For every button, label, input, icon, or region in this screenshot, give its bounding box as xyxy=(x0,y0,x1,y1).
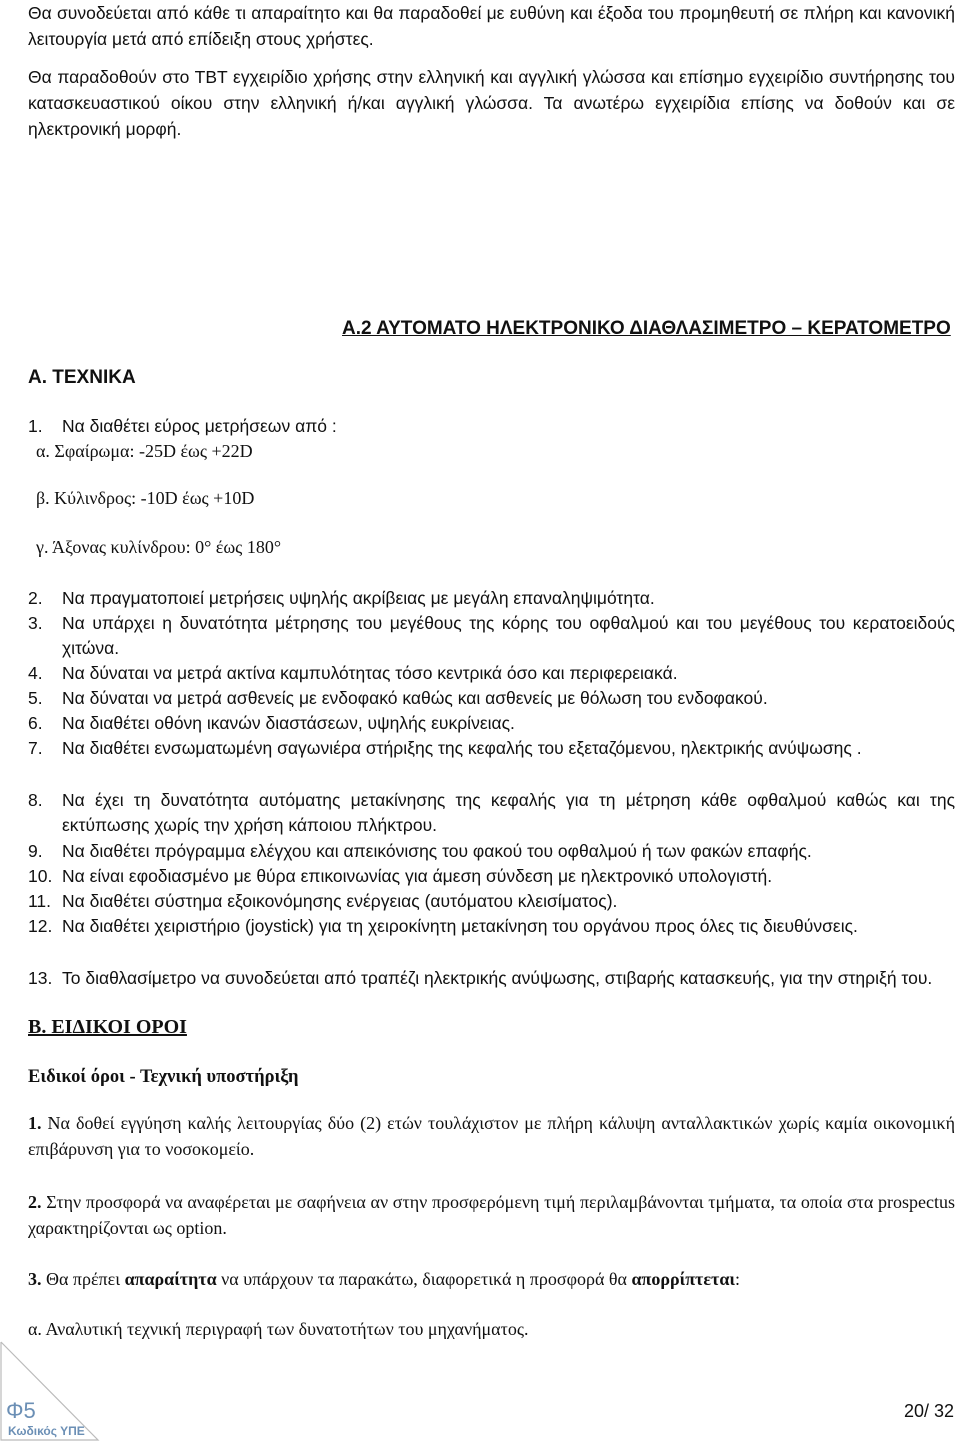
spec-item-10 xyxy=(28,864,955,889)
spec-item-number: 10. xyxy=(28,866,53,886)
spec-item-9 xyxy=(28,839,955,864)
spec-item-6 xyxy=(28,711,955,736)
intro-paragraph-1: Θα συνοδεύεται από κάθε τι απαραίτητο και θα παραδοθεί με ευθύνη και έξοδα του προμηθευτή σε πλήρη και κανονική λειτουργία μετά από επίδειξη στους χρήστες. xyxy=(28,3,955,49)
term-3-item-a: α. Αναλυτική τεχνική περιγραφή των δυνατοτήτων του μηχανήματος. xyxy=(28,1319,529,1339)
spec-item-12 xyxy=(28,914,955,939)
spec-item-text: Να διαθέτει σύστημα εξοικονόμησης ενέργειας (αυτόματου κλεισίματος). xyxy=(62,891,618,911)
subsection-title-technical: Α. ΤΕΧΝΙΚΑ xyxy=(28,367,136,388)
spec-item-number: 2. xyxy=(28,588,43,608)
spec-item-number: 11. xyxy=(28,891,52,911)
spec-item-5 xyxy=(28,686,955,711)
spec-item-text: Να υπάρχει η δυνατότητα μέτρησης του μεγέθους της κόρης του οφθαλμού και του μεγέθους του κερατοειδούς χιτώνα. xyxy=(62,613,955,658)
spec-subitem-c: γ. Άξονας κυλίνδρου: 0° έως 180° xyxy=(36,537,282,557)
spec-item-number: 8. xyxy=(28,790,43,810)
spec-item-7 xyxy=(28,736,955,761)
spec-item-text: Να διαθέτει πρόγραμμα ελέγχου και απεικόνισης του φακού του οφθαλμού ή των φακών επαφής. xyxy=(62,841,812,861)
term-number: 3. xyxy=(28,1269,42,1289)
spec-item-number: 7. xyxy=(28,738,43,758)
spec-subitem-a: α. Σφαίρωμα: -25D έως +22D xyxy=(36,441,253,461)
spec-item-1 xyxy=(28,414,337,439)
spec-item-number: 12. xyxy=(28,916,53,936)
term-emphasis: απαραίτητα xyxy=(124,1269,217,1289)
spec-item-2 xyxy=(28,586,955,611)
spec-item-4 xyxy=(28,661,955,686)
spec-item-8 xyxy=(28,788,955,838)
spec-item-3 xyxy=(28,611,955,661)
spec-item-text: Να διαθέτει ενσωματωμένη σαγωνιέρα στήριξης της κεφαλής του εξεταζόμενου, ηλεκτρικής ανύψωσης . xyxy=(62,738,862,758)
spec-item-number: 1. xyxy=(28,416,43,436)
spec-item-number: 5. xyxy=(28,688,43,708)
page-number: 20/ 32 xyxy=(903,1401,954,1421)
spec-item-text: Να πραγματοποιεί μετρήσεις υψηλής ακρίβειας με μεγάλη επαναληψιμότητα. xyxy=(62,588,655,608)
term-number: 1. xyxy=(28,1113,42,1133)
term-1 xyxy=(28,1110,955,1162)
spec-item-text: Να διαθέτει χειριστήριο (joystick) για τη χειροκίνητη μετακίνηση του οργάνου προς όλες τις διευθύνσεις. xyxy=(62,916,858,936)
term-2 xyxy=(28,1189,955,1241)
section-title: Α.2 ΑΥΤΟΜΑΤΟ ΗΛΕΚΤΡΟΝΙΚΟ ΔΙΑΘΛΑΣΙΜΕΤΡΟ – ΚΕΡΑΤΟΜΕΤΡΟ xyxy=(342,318,951,339)
spec-item-text: Να διαθέτει εύρος μετρήσεων από : xyxy=(62,416,337,436)
footer-code: Φ5 xyxy=(6,1398,36,1423)
section-b-title: Β. ΕΙΔΙΚΟΙ ΟΡΟΙ xyxy=(28,1016,187,1038)
term-3 xyxy=(28,1266,955,1292)
spec-item-text: Να είναι εφοδιασμένο με θύρα επικοινωνίας για άμεση σύνδεση με ηλεκτρονικό υπολογιστή. xyxy=(62,866,773,886)
spec-subitem-b: β. Κύλινδρος: -10D έως +10D xyxy=(36,488,255,508)
spec-item-number: 9. xyxy=(28,841,43,861)
spec-item-13 xyxy=(28,966,955,991)
term-text: Να δοθεί εγγύηση καλής λειτουργίας δύο (2) ετών τουλάχιστον με πλήρη κάλυψη ανταλλακτικών χωρίς καμία οικονομική επιβάρυνση για το νοσοκομείο. xyxy=(28,1113,955,1159)
spec-item-number: 3. xyxy=(28,613,43,633)
spec-item-number: 4. xyxy=(28,663,43,683)
footer-code-label: Κωδικός ΥΠΕ xyxy=(8,1424,85,1438)
spec-item-text: Να δύναται να μετρά ασθενείς με ενδοφακό καθώς και ασθενείς με θόλωση του ενδοφακού. xyxy=(62,688,768,708)
spec-item-text: Να διαθέτει οθόνη ικανών διαστάσεων, υψηλής ευκρίνειας. xyxy=(62,713,515,733)
term-emphasis: απορρίπτεται xyxy=(631,1269,735,1289)
term-number: 2. xyxy=(28,1192,42,1212)
intro-paragraph-2: Θα παραδοθούν στο ΤΒΤ εγχειρίδιο χρήσης στην ελληνική και αγγλική γλώσσα και επίσημο εγχειρίδιο συντήρησης του κατασκευαστικού οίκου στην ελληνική ή/και αγγλική γλώσσα. Τα ανωτέρω εγχειρίδια επίσης να δοθούν και σε ηλεκτρονική μορφή. xyxy=(28,67,955,139)
spec-item-text: Να δύναται να μετρά ακτίνα καμπυλότητας τόσο κεντρικά όσο και περιφερειακά. xyxy=(62,663,678,683)
spec-item-number: 13. xyxy=(28,968,53,988)
spec-item-text: Το διαθλασίμετρο να συνοδεύεται από τραπέζι ηλεκτρικής ανύψωσης, στιβαρής κατασκευής, για την στηριξή του. xyxy=(62,968,933,988)
section-b-subtitle: Ειδικοί όροι - Τεχνική υποστήριξη xyxy=(28,1067,299,1087)
spec-item-11 xyxy=(28,889,955,914)
term-text: Στην προσφορά να αναφέρεται με σαφήνεια αν στην προσφερόμενη τιμή περιλαμβάνονται τμήματα, τα οποία στα prospectus χαρακτηρίζονται ως option. xyxy=(28,1192,955,1238)
spec-item-number: 6. xyxy=(28,713,43,733)
term-text: Θα πρέπει xyxy=(41,1269,125,1289)
spec-item-text: Να έχει τη δυνατότητα αυτόματης μετακίνησης της κεφαλής για τη μέτρηση κάθε οφθαλμού καθώς και της εκτύπωσης χωρίς την χρήση κάποιου πλήκτρου. xyxy=(62,790,955,835)
term-text: να υπάρχουν τα παρακάτω, διαφορετικά η προσφορά θα xyxy=(216,1269,632,1289)
term-text: : xyxy=(734,1269,740,1289)
